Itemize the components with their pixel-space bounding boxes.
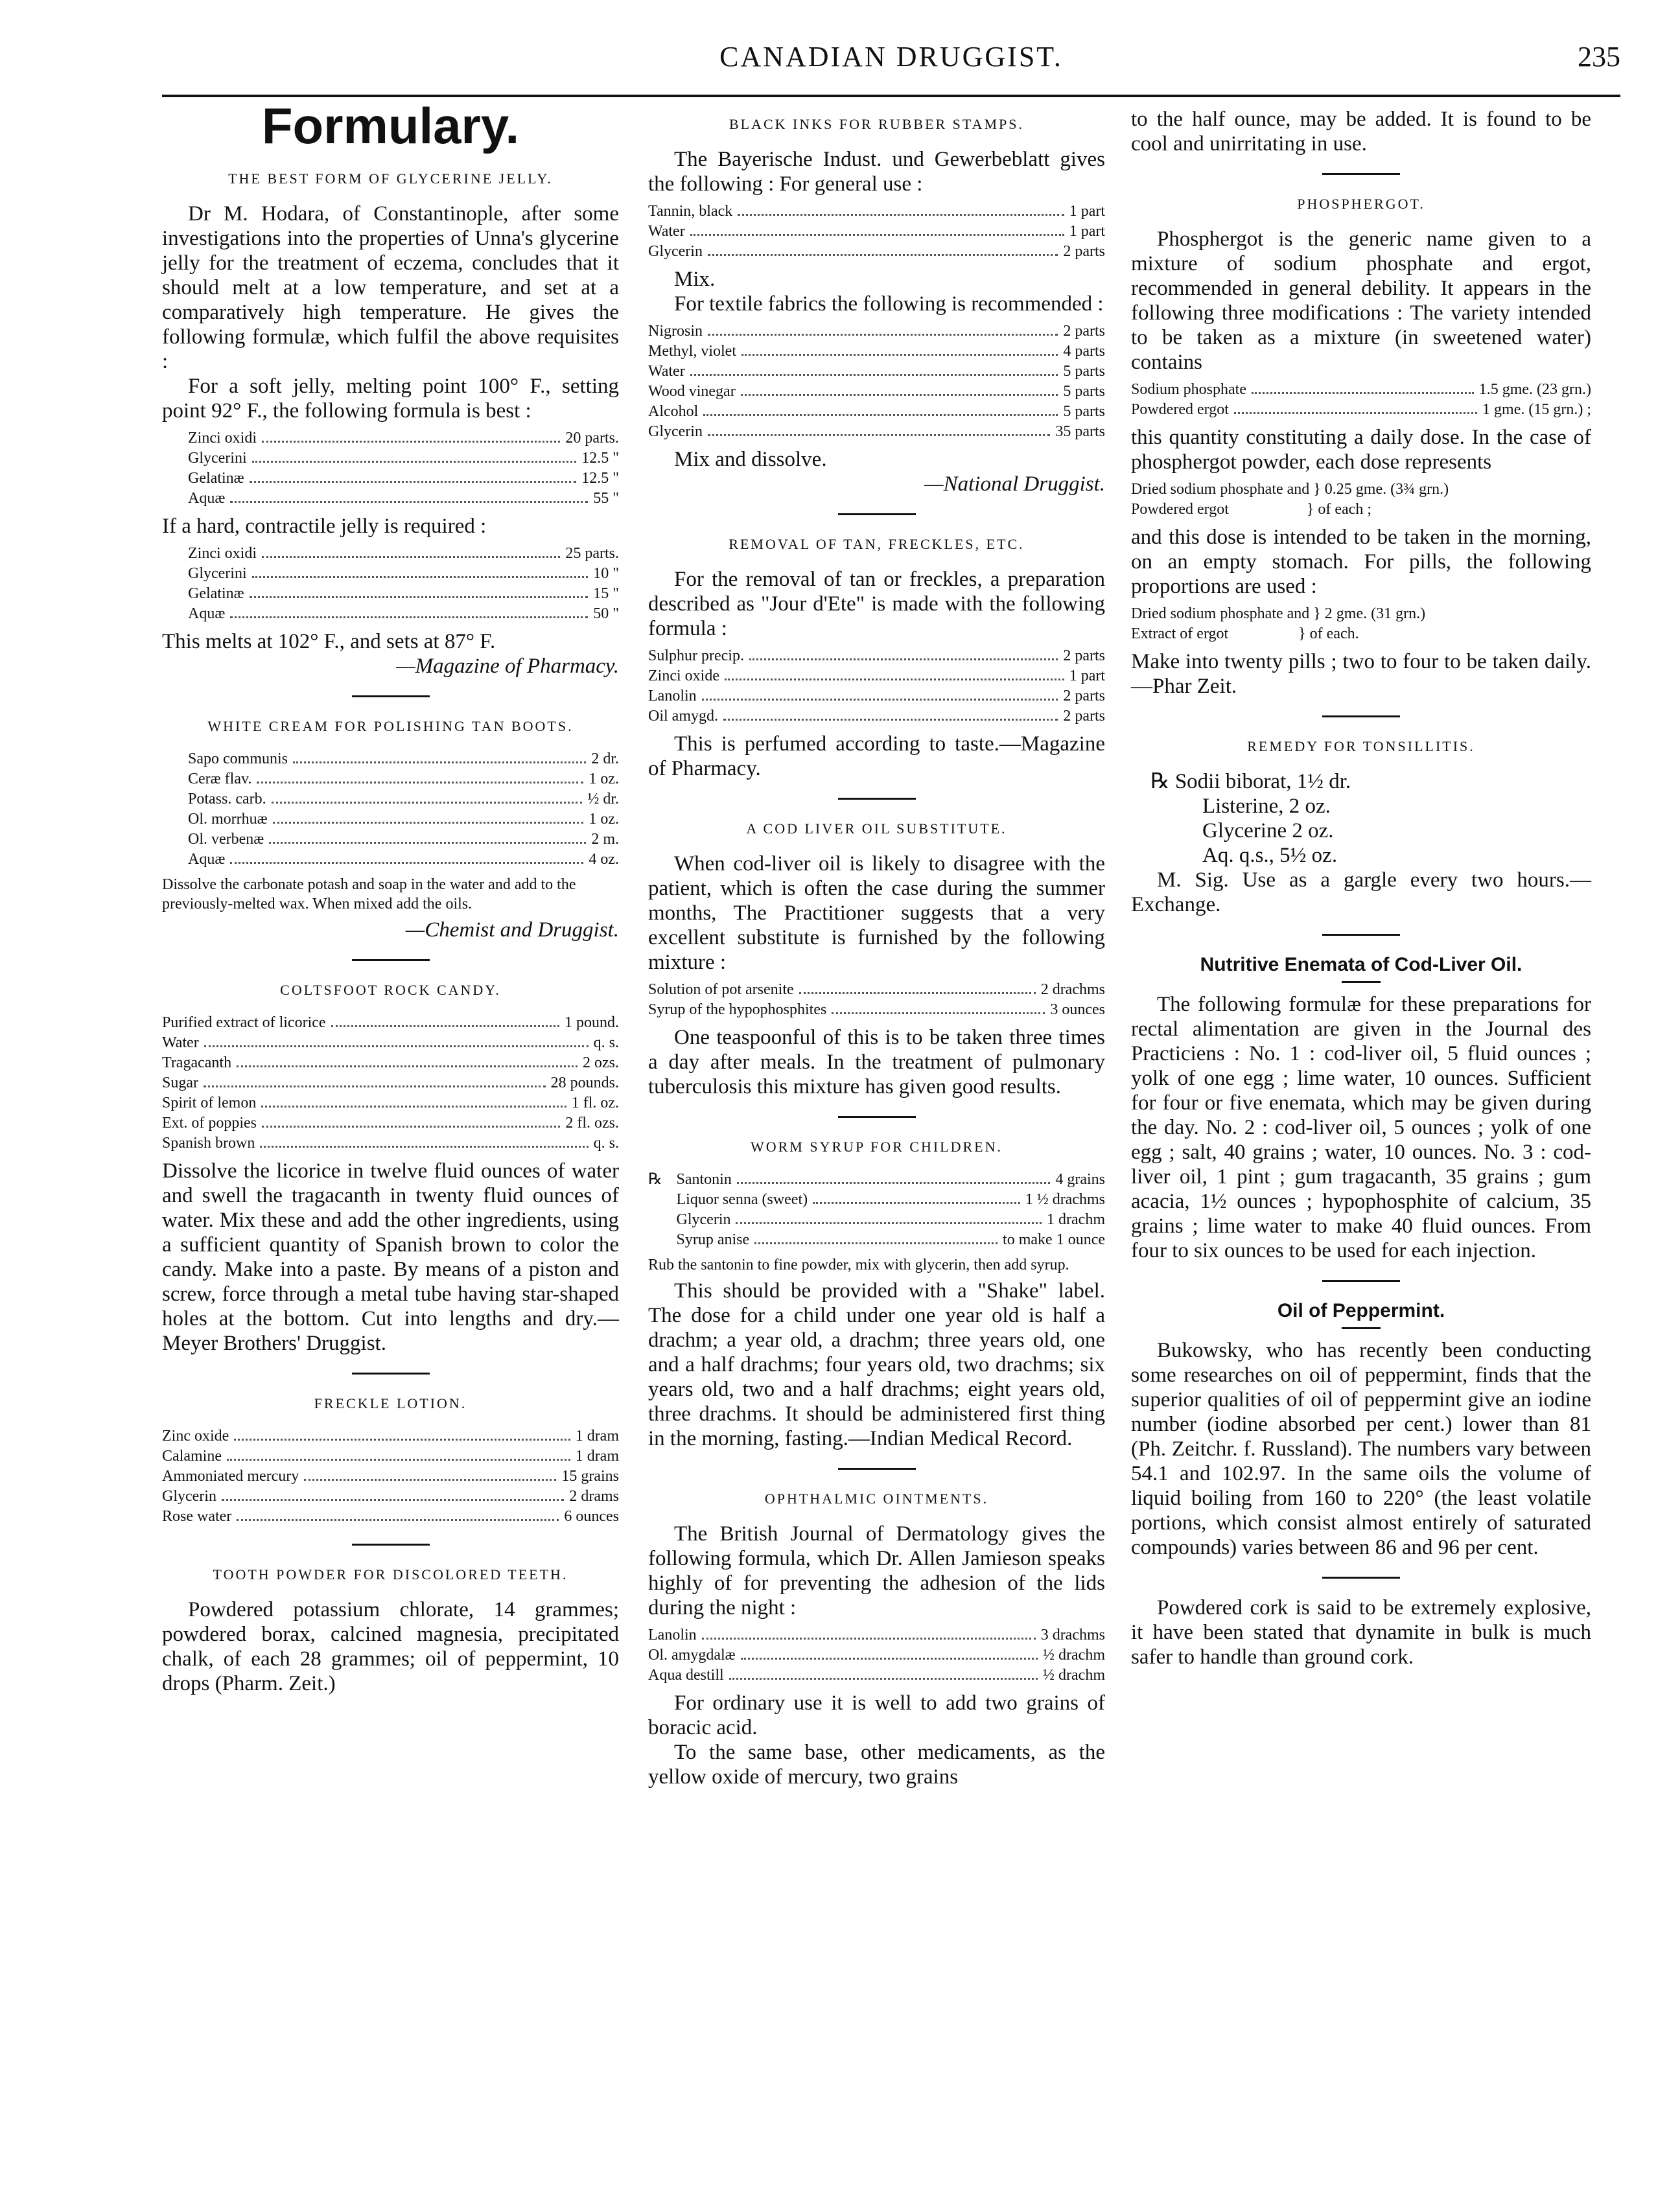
formula-row: Ol. verbenæ 2 m. [188, 831, 619, 848]
formula-row: Purified extract of licorice 1 pound. [162, 1014, 619, 1031]
paragraph: Powdered cork is said to be extremely explosive, it have been stated that dynamite in bulk is much safer to handle than ground cork. [1131, 1596, 1591, 1669]
paragraph: This is perfumed according to taste.—Magazine of Pharmacy. [648, 732, 1105, 780]
formula-table [648, 202, 1105, 262]
prescription-line: Glycerine 2 oz. [1202, 819, 1334, 842]
separator-rule [352, 695, 430, 697]
formula-table [162, 749, 619, 870]
formula-row: Spanish brown q. s. [162, 1135, 619, 1152]
formula-row: Glycerin 1 drachm [676, 1211, 1105, 1228]
formula-row: Solution of pot arsenite 2 drachms [648, 981, 1105, 998]
formula-row: Dried sodium phosphate and } 0.25 gme. (3¾ grn.) [1131, 481, 1449, 498]
separator-rule [1342, 1327, 1381, 1329]
formula-table [162, 428, 619, 509]
formula-row: Sugar 28 pounds. [162, 1074, 619, 1091]
separator-rule [1322, 1577, 1400, 1579]
formula-row: Water q. s. [162, 1034, 619, 1051]
paragraph: For a soft jelly, melting point 100° F., setting point 92° F., the following formula is best : [162, 375, 619, 423]
separator-rule [352, 959, 430, 961]
paragraph: Dr M. Hodara, of Constantinople, after some investigations into the properties of Unna's glycerine jelly for the treatment of eczema, concludes that it should melt at a low temperature, and set at a comparatively high temperature. He gives the following formulæ, which fulfil the above requisites : [162, 202, 619, 373]
instruction-note: Rub the santonin to fine powder, mix with glycerin, then add syrup. [648, 1257, 1069, 1273]
heading-oil-of-peppermint: Oil of Peppermint. [1277, 1300, 1445, 1321]
formula-row: Dried sodium phosphate and } 2 gme. (31 grn.) [1131, 605, 1426, 622]
formula-row: Tannin, black 1 part [648, 203, 1105, 220]
paragraph: This should be provided with a "Shake" label. The dose for a child under one year old is half a drachm; a year old, a drachm; three years old, one and a half drachms; four years old, two drachms; six years old, two and a half drachms; eight years old, three drachms. It should be administered first thing in the morning, fasting.—Indian Medical Record. [648, 1279, 1105, 1450]
separator-rule [1342, 981, 1381, 983]
heading-black-inks: BLACK INKS FOR RUBBER STAMPS. [729, 116, 1025, 132]
separator-rule [838, 1116, 916, 1118]
heading-freckle-lotion: FRECKLE LOTION. [314, 1395, 467, 1411]
paragraph: To the same base, other medicaments, as the yellow oxide of mercury, two grains [648, 1741, 1105, 1789]
formula-row: Wood vinegar 5 parts [648, 383, 1105, 400]
paragraph: and this dose is intended to be taken in the morning, on an empty stomach. For pills, the following proportions are used : [1131, 526, 1591, 598]
column-3 [1131, 107, 1591, 1669]
column-2 [648, 107, 1105, 1789]
instruction-note: Dissolve the carbonate potash and soap in the water and add to the previously-melted wax. When mixed add the oils. [162, 876, 576, 912]
paragraph: Mix and dissolve. [674, 448, 827, 471]
formula-row: Powdered ergot 1 gme. (15 grn.) ; [1131, 401, 1591, 418]
formula-table [648, 980, 1105, 1020]
formula-row: Extract of ergot } of each. [1131, 625, 1359, 642]
formula-row: Sapo communis 2 dr. [188, 750, 619, 767]
formula-row: Glycerin 35 parts [648, 423, 1105, 440]
separator-rule [838, 798, 916, 800]
separator-rule [1322, 715, 1400, 717]
formula-row: Sodium phosphate 1.5 gme. (23 grn.) [1131, 381, 1591, 398]
separator-rule [1322, 1280, 1400, 1282]
paragraph: Powdered potassium chlorate, 14 grammes; powdered borax, calcined magnesia, precipitated chalk, of each 28 grammes; oil of peppermint, 10 drops (Pharm. Zeit.) [162, 1598, 619, 1695]
heading-tonsillitis: REMEDY FOR TONSILLITIS. [1247, 738, 1475, 754]
rx-symbol: ℞ [648, 1171, 662, 1188]
formula-row: Nigrosin 2 parts [648, 323, 1105, 340]
source-citation: —National Druggist. [924, 472, 1105, 496]
formula-row: Zinc oxide 1 dram [162, 1428, 619, 1445]
formula-table [162, 1013, 619, 1154]
heading-phosphergot: PHOSPHERGOT. [1297, 196, 1425, 212]
paragraph: When cod-liver oil is likely to disagree with the patient, which is often the case during the summer months, The Practitioner suggests that a very excellent substitute is furnished by the following mixture : [648, 852, 1105, 974]
paragraph: If a hard, contractile jelly is required : [162, 515, 487, 538]
formula-row: Gelatinæ 15 " [188, 585, 619, 602]
heading-removal-of-tan: REMOVAL OF TAN, FRECKLES, ETC. [729, 536, 1025, 552]
heading-ophthalmic-ointments: OPHTHALMIC OINTMENTS. [764, 1491, 989, 1507]
running-title: CANADIAN DRUGGIST. [719, 41, 1063, 73]
formula-row: Methyl, violet 4 parts [648, 343, 1105, 360]
formula-row: Gelatinæ 12.5 " [188, 470, 619, 487]
formula-row: Lanolin 3 drachms [648, 1627, 1105, 1643]
heading-nutritive-enemata: Nutritive Enemata of Cod-Liver Oil. [1200, 954, 1522, 975]
source-citation: —Chemist and Druggist. [405, 918, 619, 942]
separator-rule [1322, 934, 1400, 936]
formula-rows [677, 1170, 1105, 1250]
formula-row: Ext. of poppies 2 fl. ozs. [162, 1115, 619, 1131]
paragraph: Mix. [674, 268, 716, 291]
paragraph: One teaspoonful of this is to be taken three times a day after meals. In the treatment of pulmonary tuberculosis this mixture has given good results. [648, 1026, 1105, 1098]
formula-row: Powdered ergot } of each ; [1131, 501, 1371, 518]
separator-rule [838, 1468, 916, 1470]
formula-row: Lanolin 2 parts [648, 688, 1105, 704]
formula-row: Aquæ 55 " [188, 490, 619, 507]
formula-row: Aqua destill ½ drachm [648, 1667, 1105, 1684]
paragraph: Dissolve the licorice in twelve fluid ounces of water and swell the tragacanth in twenty fluid ounces of water. Mix these and add the other ingredients, using a sufficient quantity of Spanish brown to color the candy. Make into a paste. By means of a piston and screw, force through a metal tube having star-shaped holes at the bottom. Cut into lengths and dry.—Meyer Brothers' Druggist. [162, 1159, 619, 1355]
formula-row: Spirit of lemon 1 fl. oz. [162, 1095, 619, 1111]
heading-cod-liver-substitute: A COD LIVER OIL SUBSTITUTE. [746, 820, 1007, 837]
formula-table [648, 1625, 1105, 1686]
formula-row: Syrup anise to make 1 ounce [676, 1231, 1105, 1248]
heading-tooth-powder: TOOTH POWDER FOR DISCOLORED TEETH. [213, 1566, 568, 1583]
paragraph: For textile fabrics the following is recommended : [674, 292, 1104, 316]
formula-row: Glycerini 12.5 " [188, 450, 619, 467]
paragraph: M. Sig. Use as a gargle every two hours.—Exchange. [1131, 868, 1591, 916]
formula-row: Water 1 part [648, 223, 1105, 240]
formula-row: Aquæ 50 " [188, 605, 619, 622]
formula-row: Zinci oxidi 20 parts. [188, 430, 619, 447]
formula-row: Glycerin 2 drams [162, 1488, 619, 1505]
paragraph: This melts at 102° F., and sets at 87° F. [162, 630, 496, 653]
section-title: Formulary. [261, 97, 520, 154]
formula-table [162, 544, 619, 624]
formula-row: Tragacanth 2 ozs. [162, 1054, 619, 1071]
formula-table [1131, 604, 1591, 644]
paragraph: Phosphergot is the generic name given to a mixture of sodium phosphate and ergot, recommended in general debility. It appears in the following three modifications : The variety intended to be taken as a mixture (in sweetened water) contains [1131, 227, 1591, 374]
formula-table [1131, 480, 1591, 520]
heading-worm-syrup: WORM SYRUP FOR CHILDREN. [750, 1139, 1003, 1155]
prescription-line: Listerine, 2 oz. [1202, 795, 1331, 818]
formula-row: Sulphur precip. 2 parts [648, 647, 1105, 664]
prescription-line: Aq. q.s., 5½ oz. [1202, 844, 1338, 867]
heading-coltsfoot-candy: COLTSFOOT ROCK CANDY. [280, 982, 501, 998]
separator-rule [1322, 173, 1400, 175]
formula-row: Liquor senna (sweet) 1 ½ drachms [676, 1191, 1105, 1208]
separator-rule [352, 1544, 430, 1546]
formula-table [1131, 380, 1591, 420]
formula-row: Ol. amygdalæ ½ drachm [648, 1647, 1105, 1664]
formula-row: Aquæ 4 oz. [188, 851, 619, 868]
paragraph: to the half ounce, may be added. It is found to be cool and unirritating in use. [1131, 108, 1591, 156]
formula-row: Ceræ flav. 1 oz. [188, 771, 619, 787]
separator-rule [838, 513, 916, 515]
paragraph: Bukowsky, who has recently been conducting some researches on oil of peppermint, finds that the superior qualities of oil of peppermint give an iodine number (iodine absorbed per cent.) lower than 81 (Ph. Zeitchr. f. Russland). The numbers vary between 54.1 and 102.97. In the same oils the volume of liquid boiling from 160 to 220° (the least volatile portions, which consist almost entirely of saturated compounds) varies between 86 and 96 per cent. [1131, 1339, 1591, 1559]
paragraph: The British Journal of Dermatology gives the following formula, which Dr. Allen Jamieson speaks highly of for preventing the adhesion of the lids during the night : [648, 1522, 1105, 1619]
prescription-line: ℞ Sodii biborat, 1½ dr. [1150, 770, 1351, 793]
column-1 [162, 97, 619, 1696]
page-number: 235 [1578, 41, 1620, 73]
formula-row: Zinci oxide 1 part [648, 667, 1105, 684]
paragraph: this quantity constituting a daily dose. In the case of phosphergot powder, each dose represents [1131, 426, 1591, 474]
formula-row: Santonin 4 grains [676, 1171, 1105, 1188]
paragraph: For ordinary use it is well to add two grains of boracic acid. [648, 1691, 1105, 1739]
formula-row: Potass. carb. ½ dr. [188, 791, 619, 807]
paragraph: Make into twenty pills ; two to four to be taken daily.—Phar Zeit. [1131, 650, 1591, 698]
formula-table [648, 1170, 1105, 1250]
formula-row: Rose water 6 ounces [162, 1508, 619, 1525]
formula-table [648, 321, 1105, 442]
formula-row: Water 5 parts [648, 363, 1105, 380]
formula-table [648, 646, 1105, 726]
heading-glycerine-jelly: THE BEST FORM OF GLYCERINE JELLY. [228, 170, 553, 187]
formula-row: Glycerini 10 " [188, 565, 619, 582]
formula-row: Oil amygd. 2 parts [648, 708, 1105, 725]
formula-row: Ol. morrhuæ 1 oz. [188, 811, 619, 828]
paragraph: For the removal of tan or freckles, a preparation described as "Jour d'Ete" is made with the following formula : [648, 568, 1105, 640]
heading-white-cream: WHITE CREAM FOR POLISHING TAN BOOTS. [207, 718, 574, 734]
page-header [162, 40, 1620, 99]
formula-row: Alcohol 5 parts [648, 403, 1105, 420]
separator-rule [352, 1373, 430, 1375]
formula-row: Zinci oxidi 25 parts. [188, 545, 619, 562]
formula-row: Syrup of the hypophosphites 3 ounces [648, 1001, 1105, 1018]
formula-row: Ammoniated mercury 15 grains [162, 1468, 619, 1485]
formula-table [162, 1426, 619, 1527]
paragraph: The Bayerische Indust. und Gewerbeblatt gives the following : For general use : [648, 148, 1105, 196]
formula-row: Calamine 1 dram [162, 1448, 619, 1465]
source-citation: —Magazine of Pharmacy. [396, 655, 619, 678]
formula-row: Glycerin 2 parts [648, 243, 1105, 260]
paragraph: The following formulæ for these preparations for rectal alimentation are given in the Journal des Practiciens : No. 1 : cod-liver oil, 5 fluid ounces ; yolk of one egg ; lime water, 10 ounces. Sufficient for four or five enemata, which may be given during the day. No. 2 : cod-liver oil, 5 ounces ; yolk of one egg ; salt, 40 grains ; water, 10 ounces. No. 3 : cod-liver oil, 1 pint ; gum tragacanth, 35 grains ; gum acacia, 1½ ounces ; hypophosphite of calcium, 35 grains ; lime water to make 40 fluid ounces. From four to six ounces to be used for each injection. [1131, 993, 1591, 1262]
